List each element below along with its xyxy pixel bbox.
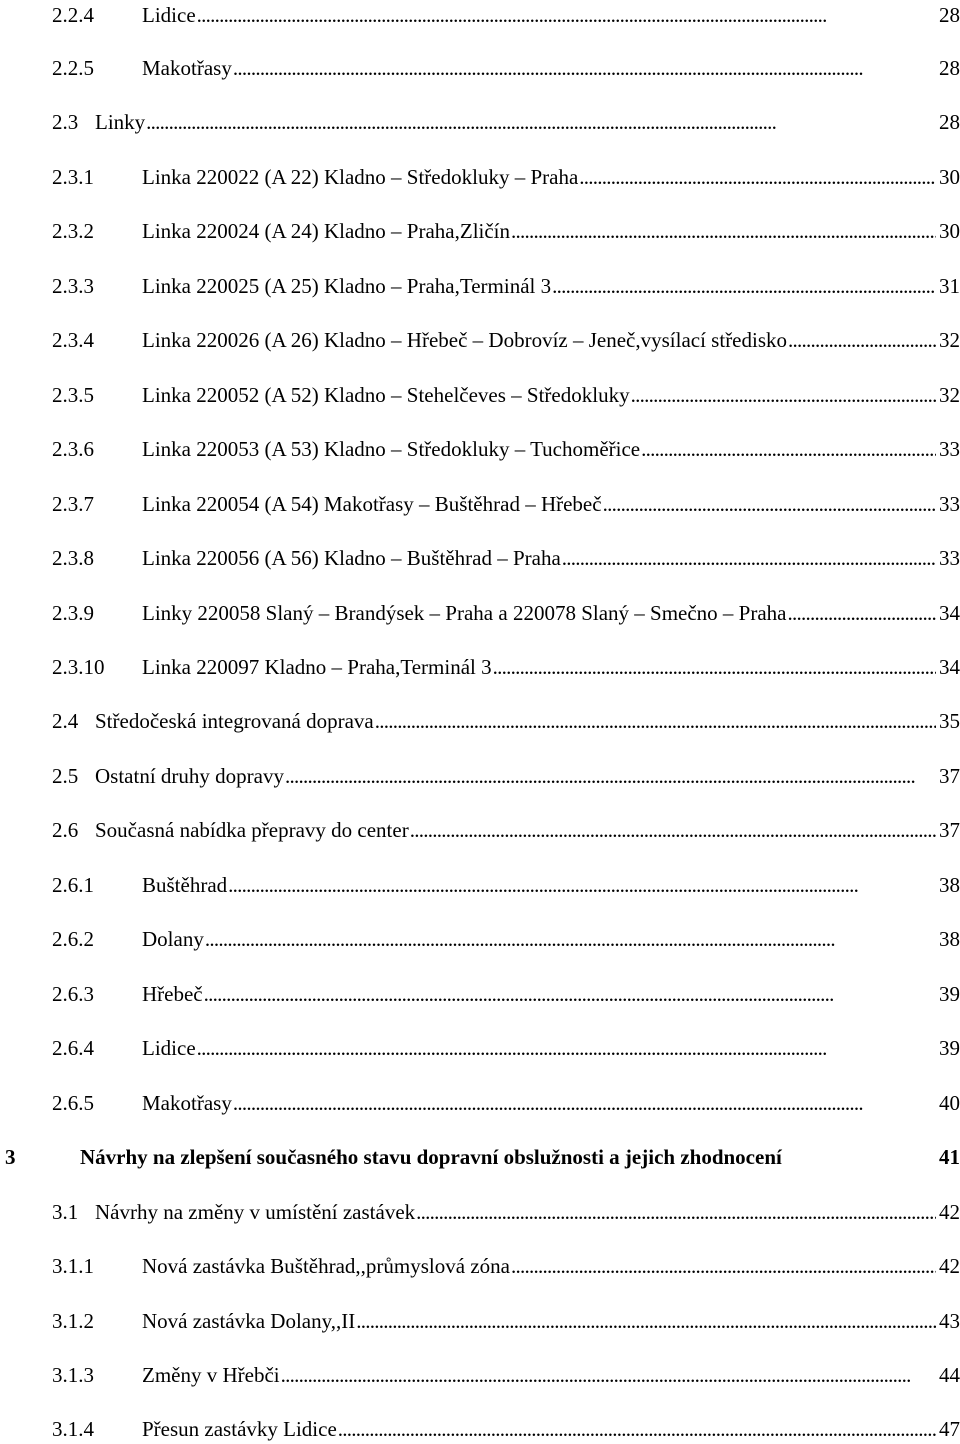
toc-entry-number: 2.4 [52, 709, 79, 733]
toc-entry[interactable] [52, 107, 960, 137]
toc-entry-title: Makotřasy [142, 1091, 232, 1115]
toc-dot-leader [233, 53, 936, 83]
toc-entry-number: 2.3.7 [52, 492, 94, 516]
toc-entry-number: 2.3.5 [52, 383, 94, 407]
toc-entry[interactable] [52, 162, 960, 192]
toc-entry-page: 28 [939, 56, 960, 80]
toc-dot-leader [631, 380, 936, 410]
toc-entry-page: 34 [939, 601, 960, 625]
toc-entry-number: 3.1 [52, 1200, 79, 1224]
toc-entry-title: Linka 220054 (A 54) Makotřasy – Buštěhrad – Hřebeč [142, 492, 602, 516]
toc-entry-title: Linka 220097 Kladno – Praha,Terminál 3 [142, 655, 492, 679]
toc-entry-number: 2.3.8 [52, 546, 94, 570]
toc-dot-leader [285, 761, 936, 791]
toc-entry-number: 2.2.4 [52, 3, 94, 27]
toc-entry-title: Linka 220022 (A 22) Kladno – Středokluky – Praha [142, 165, 579, 189]
toc-entry-number: 2.3.2 [52, 219, 94, 243]
toc-dot-leader [579, 162, 936, 192]
toc-entry-page: 37 [939, 764, 960, 788]
toc-entry-title: Změny v Hřebči [142, 1363, 280, 1387]
toc-entry-title: Linka 220056 (A 56) Kladno – Buštěhrad – Praha [142, 546, 561, 570]
toc-entry-page: 33 [939, 492, 960, 516]
toc-dot-leader [228, 870, 936, 900]
toc-entry-title: Linka 220025 (A 25) Kladno – Praha,Terminál 3 [142, 274, 552, 298]
toc-entry-page: 33 [939, 437, 960, 461]
toc-entry[interactable] [52, 53, 960, 83]
toc-entry-title: Linky 220058 Slaný – Brandýsek – Praha a 220078 Slaný – Smečno – Praha [142, 601, 787, 625]
toc-dot-leader [204, 979, 936, 1009]
toc-entry[interactable] [52, 761, 960, 791]
toc-dot-leader [338, 1414, 936, 1444]
toc-entry-number: 2.6.3 [52, 982, 94, 1006]
toc-entry-page: 41 [939, 1145, 960, 1169]
toc-dot-leader [511, 1251, 936, 1281]
toc-entry[interactable] [5, 1142, 960, 1172]
toc-entry-page: 28 [939, 3, 960, 27]
toc-dot-leader [641, 434, 936, 464]
toc-entry-number: 3 [5, 1145, 16, 1169]
toc-dot-leader [197, 0, 936, 30]
toc-entry[interactable] [52, 489, 960, 519]
toc-entry-page: 43 [939, 1309, 960, 1333]
toc-entry-title: Hřebeč [142, 982, 203, 1006]
toc-entry-title: Nová zastávka Buštěhrad,,průmyslová zóna [142, 1254, 510, 1278]
toc-entry-number: 2.3.9 [52, 601, 94, 625]
toc-entry-title: Přesun zastávky Lidice [142, 1417, 337, 1441]
toc-dot-leader [493, 652, 936, 682]
toc-entry-page: 40 [939, 1091, 960, 1115]
toc-entry[interactable] [52, 1197, 960, 1227]
toc-entry[interactable] [52, 1251, 960, 1281]
toc-dot-leader [788, 325, 936, 355]
toc-entry-title: Linka 220053 (A 53) Kladno – Středokluky – Tuchoměřice [142, 437, 641, 461]
toc-entry[interactable] [52, 1088, 960, 1118]
toc-entry-page: 34 [939, 655, 960, 679]
toc-entry[interactable] [52, 870, 960, 900]
toc-entry[interactable] [52, 0, 960, 30]
toc-entry-page: 38 [939, 927, 960, 951]
toc-entry-page: 37 [939, 818, 960, 842]
toc-dot-leader [146, 107, 936, 137]
toc-entry-number: 2.2.5 [52, 56, 94, 80]
toc-dot-leader [788, 598, 937, 628]
toc-entry-page: 39 [939, 982, 960, 1006]
toc-entry-number: 2.6.4 [52, 1036, 94, 1060]
toc-entry-title: Makotřasy [142, 56, 232, 80]
toc-dot-leader [197, 1033, 936, 1063]
toc-entry-number: 3.1.4 [52, 1417, 94, 1441]
toc-entry-number: 2.6.5 [52, 1091, 94, 1115]
toc-entry-title: Středočeská integrovaná doprava [95, 709, 374, 733]
toc-dot-leader [233, 1088, 936, 1118]
toc-entry[interactable] [52, 1306, 960, 1336]
toc-entry[interactable] [52, 325, 960, 355]
toc-dot-leader [410, 815, 936, 845]
toc-entry[interactable] [52, 1414, 960, 1444]
toc-dot-leader [205, 924, 936, 954]
toc-entry-page: 32 [939, 383, 960, 407]
toc-entry-page: 39 [939, 1036, 960, 1060]
toc-entry[interactable] [52, 543, 960, 573]
toc-entry[interactable] [52, 380, 960, 410]
toc-entry-title: Dolany [142, 927, 204, 951]
toc-entry-number: 2.3.4 [52, 328, 94, 352]
toc-dot-leader [356, 1306, 936, 1336]
toc-entry-page: 32 [939, 328, 960, 352]
toc-dot-leader [552, 271, 936, 301]
toc-entry-page: 35 [939, 709, 960, 733]
toc-entry-page: 42 [939, 1200, 960, 1224]
toc-entry-number: 2.6 [52, 818, 79, 842]
toc-entry-page: 42 [939, 1254, 960, 1278]
toc-dot-leader [562, 543, 936, 573]
toc-entry-number: 2.3.10 [52, 655, 105, 679]
toc-entry-title: Linky [95, 110, 146, 134]
toc-dot-leader [375, 706, 936, 736]
toc-entry-number: 3.1.1 [52, 1254, 94, 1278]
toc-entry-page: 44 [939, 1363, 960, 1387]
toc-entry-title: Ostatní druhy dopravy [95, 764, 284, 788]
toc-entry[interactable] [52, 924, 960, 954]
toc-dot-leader [603, 489, 936, 519]
toc-entry[interactable] [52, 1033, 960, 1063]
toc-entry[interactable] [52, 652, 960, 682]
toc-entry-title: Linka 220052 (A 52) Kladno – Stehelčeves – Středokluky [142, 383, 630, 407]
toc-entry-title: Lidice [142, 1036, 196, 1060]
toc-entry-number: 2.3.3 [52, 274, 94, 298]
toc-entry-page: 30 [939, 219, 960, 243]
toc-entry-title: Návrhy na zlepšení současného stavu dopravní obslužnosti a jejich zhodnocení [80, 1145, 782, 1169]
toc-entry-page: 47 [939, 1417, 960, 1441]
toc-entry[interactable] [52, 815, 960, 845]
toc-entry-title: Linka 220026 (A 26) Kladno – Hřebeč – Dobrovíz – Jeneč,vysílací středisko [142, 328, 788, 352]
toc-dot-leader [511, 216, 936, 246]
toc-entry-page: 30 [939, 165, 960, 189]
toc-entry-page: 33 [939, 546, 960, 570]
toc-entry-title: Buštěhrad [142, 873, 228, 897]
toc-entry-title: Návrhy na změny v umístění zastávek [95, 1200, 416, 1224]
toc-entry-number: 2.5 [52, 764, 79, 788]
toc-entry-number: 2.6.1 [52, 873, 94, 897]
toc-dot-leader [416, 1197, 936, 1227]
toc-entry-title: Nová zastávka Dolany,,II [142, 1309, 356, 1333]
toc-entry[interactable] [52, 271, 960, 301]
toc-entry[interactable] [52, 979, 960, 1009]
toc-entry[interactable] [52, 216, 960, 246]
toc-entry-number: 2.3 [52, 110, 79, 134]
toc-entry-page: 28 [939, 110, 960, 134]
toc-entry[interactable] [52, 1360, 960, 1390]
toc-entry-title: Linka 220024 (A 24) Kladno – Praha,Zličín [142, 219, 511, 243]
toc-entry-number: 3.1.3 [52, 1363, 94, 1387]
toc-dot-leader [281, 1360, 936, 1390]
toc-entry-page: 31 [939, 274, 960, 298]
toc-entry-title: Současná nabídka přepravy do center [95, 818, 409, 842]
toc-entry-number: 2.6.2 [52, 927, 94, 951]
toc-entry-page: 38 [939, 873, 960, 897]
toc-entry-number: 3.1.2 [52, 1309, 94, 1333]
toc-entry-number: 2.3.6 [52, 437, 94, 461]
toc-entry-title: Lidice [142, 3, 196, 27]
toc-entry[interactable] [52, 434, 960, 464]
toc-entry[interactable] [52, 598, 960, 628]
toc-entry-number: 2.3.1 [52, 165, 94, 189]
toc-entry[interactable] [52, 706, 960, 736]
